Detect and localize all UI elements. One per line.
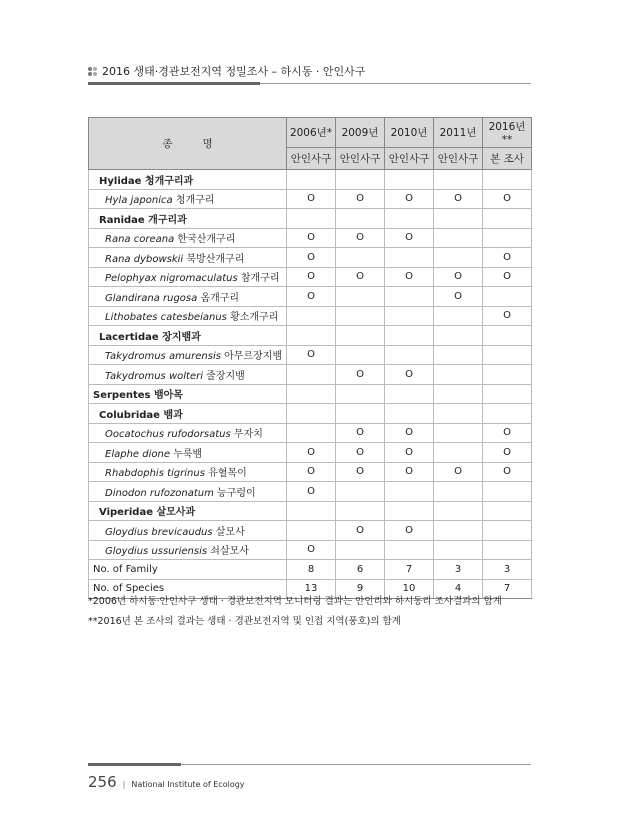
species-cell: [89, 482, 287, 502]
presence-cell: O: [287, 267, 336, 287]
presence-cell: [336, 540, 385, 560]
presence-cell: O: [483, 306, 532, 326]
korean-name: 뱀과: [163, 409, 183, 421]
scientific-name: Hyla japonica: [105, 195, 173, 207]
table-row: [89, 170, 532, 190]
table-row: [89, 521, 532, 541]
totals-value: 4: [434, 579, 483, 599]
presence-cell: [287, 384, 336, 404]
presence-cell: O: [483, 462, 532, 482]
presence-cell: [385, 501, 434, 521]
presence-cell: [483, 384, 532, 404]
presence-cell: [287, 404, 336, 424]
species-table: [88, 117, 532, 599]
scientific-name: Gloydius ussuriensis: [105, 546, 208, 558]
presence-cell: O: [287, 482, 336, 502]
presence-cell: [385, 209, 434, 229]
presence-cell: [434, 501, 483, 521]
year-header: 2006년*: [287, 118, 336, 148]
scientific-name: Rana dybowskii: [105, 253, 184, 265]
totals-value: 7: [483, 579, 532, 599]
scientific-name: Dinodon rufozonatum: [105, 487, 214, 499]
presence-cell: O: [287, 443, 336, 463]
presence-cell: O: [385, 267, 434, 287]
presence-cell: O: [385, 443, 434, 463]
footer-accent-bar: [88, 763, 181, 766]
year-header: 2011년: [434, 118, 483, 148]
presence-cell: [336, 482, 385, 502]
presence-cell: O: [434, 267, 483, 287]
presence-cell: O: [483, 189, 532, 209]
scientific-name: Glandirana rugosa: [105, 292, 198, 304]
presence-cell: O: [287, 462, 336, 482]
header-title: 2016 생태·경관보전지역 정밀조사 – 하시동 · 안인사구: [102, 65, 366, 78]
presence-cell: O: [385, 365, 434, 385]
presence-cell: [434, 521, 483, 541]
species-cell: [89, 462, 287, 482]
korean-name: 누룩뱀: [173, 448, 203, 460]
table-row: [89, 443, 532, 463]
presence-cell: O: [336, 423, 385, 443]
presence-cell: [434, 209, 483, 229]
presence-cell: O: [385, 462, 434, 482]
footer-separator: |: [122, 780, 126, 789]
presence-cell: O: [434, 462, 483, 482]
presence-cell: [483, 501, 532, 521]
totals-value: 3: [483, 560, 532, 580]
presence-cell: [385, 404, 434, 424]
korean-name: 청개구리과: [144, 175, 194, 187]
presence-cell: [287, 423, 336, 443]
table-row: [89, 501, 532, 521]
presence-cell: O: [434, 189, 483, 209]
species-cell: [89, 306, 287, 326]
species-cell: [89, 170, 287, 190]
presence-cell: [483, 521, 532, 541]
korean-name: 옴개구리: [200, 292, 240, 304]
presence-cell: O: [434, 287, 483, 307]
korean-name: 살모사과: [156, 507, 196, 519]
totals-value: 9: [336, 579, 385, 599]
scientific-name: Gloydius brevicaudus: [105, 526, 213, 538]
site-header: 안인사구: [287, 148, 336, 170]
year-header: 2009년: [336, 118, 385, 148]
species-cell: [89, 501, 287, 521]
presence-cell: [434, 365, 483, 385]
presence-cell: [483, 287, 532, 307]
table-row: [89, 287, 532, 307]
presence-cell: [336, 209, 385, 229]
presence-cell: [434, 443, 483, 463]
presence-cell: O: [336, 443, 385, 463]
presence-cell: [434, 170, 483, 190]
species-cell: [89, 189, 287, 209]
table-row: [89, 267, 532, 287]
table-row: [89, 209, 532, 229]
presence-cell: [483, 365, 532, 385]
presence-cell: [336, 345, 385, 365]
presence-cell: [434, 423, 483, 443]
scientific-name: Pelophyax nigromaculatus: [105, 273, 238, 285]
presence-cell: [434, 345, 483, 365]
scientific-name: Hylidae: [99, 175, 142, 187]
presence-cell: O: [483, 423, 532, 443]
korean-name: 뱀아목: [153, 390, 183, 402]
presence-cell: O: [287, 248, 336, 268]
presence-cell: [483, 228, 532, 248]
presence-cell: [287, 209, 336, 229]
presence-cell: [336, 306, 385, 326]
species-cell: [89, 326, 287, 346]
species-name-header: 종 명: [89, 118, 287, 170]
presence-cell: [434, 248, 483, 268]
presence-cell: [483, 404, 532, 424]
presence-cell: O: [336, 228, 385, 248]
table-row: [89, 540, 532, 560]
presence-cell: [287, 501, 336, 521]
korean-name: 개구리과: [148, 214, 187, 226]
species-cell: [89, 521, 287, 541]
presence-cell: O: [483, 443, 532, 463]
presence-cell: [287, 306, 336, 326]
presence-cell: [434, 540, 483, 560]
species-cell: [89, 423, 287, 443]
presence-cell: O: [287, 189, 336, 209]
table-row: [89, 423, 532, 443]
table-row: [89, 326, 532, 346]
presence-cell: O: [385, 521, 434, 541]
scientific-name: Serpentes: [93, 390, 151, 402]
site-header: 본 조사: [483, 148, 532, 170]
presence-cell: [385, 540, 434, 560]
totals-value: 8: [287, 560, 336, 580]
presence-cell: [434, 384, 483, 404]
presence-cell: [483, 540, 532, 560]
scientific-name: Rhabdophis tigrinus: [105, 468, 205, 480]
korean-name: 줄장지뱀: [206, 370, 245, 382]
table-row: [89, 345, 532, 365]
presence-cell: [287, 365, 336, 385]
table-row: [89, 462, 532, 482]
presence-cell: [434, 404, 483, 424]
totals-value: 3: [434, 560, 483, 580]
table-row: [89, 306, 532, 326]
presence-cell: [483, 345, 532, 365]
korean-name: 장지뱀과: [162, 331, 201, 343]
year-header: 2016년**: [483, 118, 532, 148]
scientific-name: Rana coreana: [105, 234, 175, 246]
totals-value: 13: [287, 579, 336, 599]
presence-cell: [336, 170, 385, 190]
footnote: **2016년 본 조사의 결과는 생태 · 경관보전지역 및 인접 지역(풍호)의 합계: [88, 616, 401, 627]
presence-cell: [336, 248, 385, 268]
species-cell: [89, 404, 287, 424]
species-cell: [89, 443, 287, 463]
presence-cell: [287, 326, 336, 346]
presence-cell: O: [287, 228, 336, 248]
presence-cell: O: [483, 267, 532, 287]
species-cell: [89, 267, 287, 287]
site-header: 안인사구: [336, 148, 385, 170]
presence-cell: O: [385, 189, 434, 209]
scientific-name: Oocatochus rufodorsatus: [105, 429, 231, 441]
totals-label: No. of Species: [89, 579, 287, 599]
scientific-name: Takydromus wolteri: [105, 370, 203, 382]
site-header: 안인사구: [434, 148, 483, 170]
korean-name: 북방산개구리: [186, 253, 245, 265]
presence-cell: [287, 170, 336, 190]
site-header: 안인사구: [385, 148, 434, 170]
presence-cell: [385, 170, 434, 190]
scientific-name: Ranidae: [99, 214, 145, 226]
species-cell: [89, 365, 287, 385]
presence-cell: [287, 521, 336, 541]
scientific-name: Viperidae: [99, 507, 153, 519]
presence-cell: O: [336, 189, 385, 209]
species-cell: [89, 384, 287, 404]
presence-cell: [385, 306, 434, 326]
totals-row: [89, 560, 532, 580]
presence-cell: O: [385, 228, 434, 248]
presence-cell: [336, 501, 385, 521]
scientific-name: Lacertidae: [99, 331, 159, 343]
presence-cell: [483, 482, 532, 502]
species-cell: [89, 209, 287, 229]
presence-cell: [434, 228, 483, 248]
korean-name: 쇠살모사: [210, 546, 249, 558]
presence-cell: O: [336, 267, 385, 287]
presence-cell: [336, 287, 385, 307]
presence-cell: [385, 287, 434, 307]
presence-cell: [385, 248, 434, 268]
species-cell: [89, 345, 287, 365]
running-header: [88, 63, 365, 79]
presence-cell: [434, 306, 483, 326]
presence-cell: [336, 384, 385, 404]
scientific-name: Lithobates catesbeianus: [105, 312, 227, 324]
presence-cell: O: [336, 521, 385, 541]
header-accent-bar: [88, 82, 260, 85]
presence-cell: O: [336, 462, 385, 482]
species-cell: [89, 228, 287, 248]
presence-cell: [385, 345, 434, 365]
totals-label: No. of Family: [89, 560, 287, 580]
korean-name: 무자치: [233, 429, 263, 441]
page-footer: [88, 773, 245, 791]
scientific-name: Elaphe dione: [105, 448, 170, 460]
species-cell: [89, 287, 287, 307]
korean-name: 황소개구리: [230, 312, 279, 324]
bullet-dots-icon: [88, 67, 97, 76]
presence-cell: [434, 326, 483, 346]
presence-cell: [385, 482, 434, 502]
presence-cell: [336, 326, 385, 346]
korean-name: 능구렁이: [217, 487, 256, 499]
presence-cell: [385, 326, 434, 346]
species-cell: [89, 540, 287, 560]
presence-cell: O: [385, 423, 434, 443]
presence-cell: O: [287, 345, 336, 365]
totals-value: 7: [385, 560, 434, 580]
presence-cell: O: [287, 540, 336, 560]
korean-name: 청개구리: [175, 195, 215, 207]
presence-cell: [336, 404, 385, 424]
presence-cell: [434, 482, 483, 502]
presence-cell: [385, 384, 434, 404]
presence-cell: [483, 209, 532, 229]
korean-name: 유혈목이: [208, 468, 247, 480]
korean-name: 살모사: [215, 526, 245, 538]
page-number: 256: [88, 773, 117, 791]
presence-cell: O: [483, 248, 532, 268]
korean-name: 한국산개구리: [177, 234, 236, 246]
year-header: 2010년: [385, 118, 434, 148]
totals-value: 6: [336, 560, 385, 580]
presence-cell: [483, 326, 532, 346]
korean-name: 참개구리: [240, 273, 280, 285]
table-row: [89, 248, 532, 268]
table-row: [89, 384, 532, 404]
scientific-name: Colubridae: [99, 409, 160, 421]
presence-cell: [483, 170, 532, 190]
footnotes: [88, 592, 502, 632]
table-row: [89, 482, 532, 502]
species-cell: [89, 248, 287, 268]
scientific-name: Takydromus amurensis: [105, 351, 221, 363]
footer-organization: National Institute of Ecology: [131, 780, 245, 789]
table-row: [89, 404, 532, 424]
presence-cell: O: [336, 365, 385, 385]
footnote: *2006년 하시동·안인사구 생태 · 경관보전지역 모니터링 결과는 안인리와 하시동리 조사결과의 합계: [88, 596, 502, 607]
presence-cell: O: [287, 287, 336, 307]
table-row: [89, 228, 532, 248]
table-row: [89, 365, 532, 385]
totals-value: 10: [385, 579, 434, 599]
korean-name: 아무르장지뱀: [224, 351, 283, 363]
table-row: [89, 189, 532, 209]
